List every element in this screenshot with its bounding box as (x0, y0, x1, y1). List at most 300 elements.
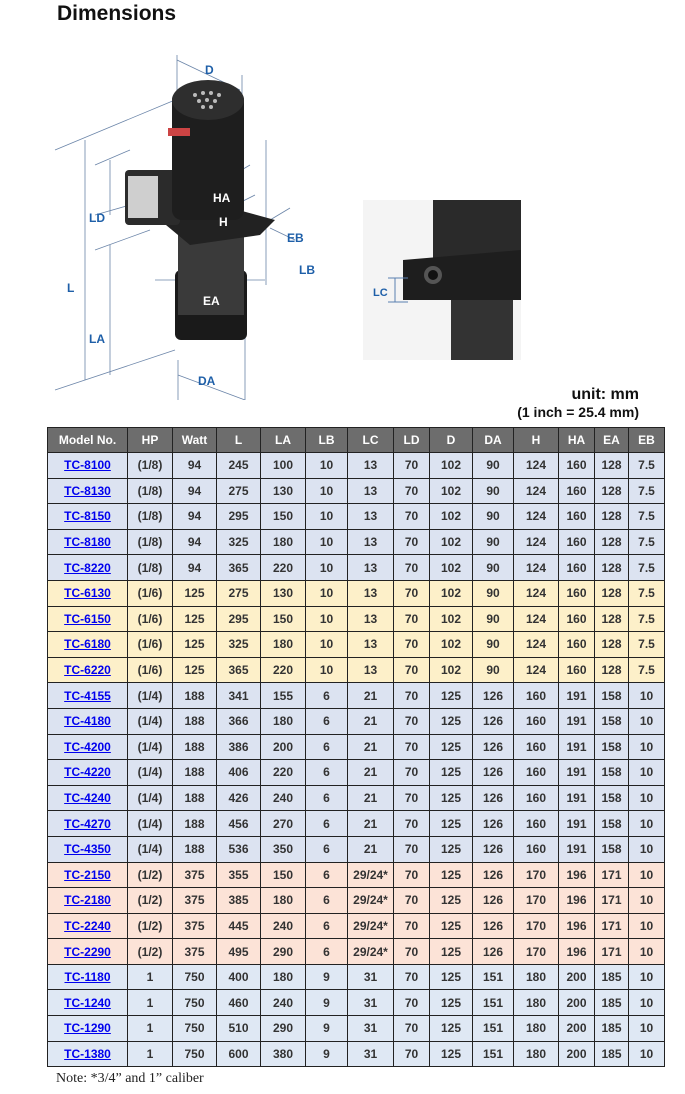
cell-watt: 94 (173, 529, 217, 555)
label-LC: LC (373, 287, 388, 299)
label-H: H (219, 215, 228, 229)
cell-ea: 158 (595, 683, 629, 709)
cell-la: 200 (261, 734, 306, 760)
cell-ld: 70 (394, 632, 430, 658)
cell-h: 180 (514, 1016, 559, 1042)
model-cell (48, 862, 128, 888)
cell-hp: 1 (128, 1016, 173, 1042)
cell-ha: 160 (559, 529, 595, 555)
cell-la: 220 (261, 555, 306, 581)
cell-lc: 13 (348, 555, 394, 581)
table-row (48, 734, 665, 760)
cell-hp: (1/2) (128, 888, 173, 914)
cell-ea: 158 (595, 836, 629, 862)
cell-lb: 6 (306, 785, 348, 811)
cell-da: 90 (473, 606, 514, 632)
cell-h: 180 (514, 990, 559, 1016)
cell-eb: 7.5 (629, 632, 665, 658)
column-header: LA (261, 428, 306, 453)
cell-ld: 70 (394, 913, 430, 939)
cell-la: 290 (261, 939, 306, 965)
cell-l: 385 (217, 888, 261, 914)
cell-l: 445 (217, 913, 261, 939)
cell-da: 126 (473, 760, 514, 786)
cell-eb: 10 (629, 1041, 665, 1067)
cell-h: 124 (514, 529, 559, 555)
cell-lb: 6 (306, 683, 348, 709)
cell-hp: (1/2) (128, 939, 173, 965)
cell-la: 220 (261, 657, 306, 683)
cell-hp: 1 (128, 964, 173, 990)
table-row (48, 964, 665, 990)
cell-eb: 7.5 (629, 580, 665, 606)
cell-eb: 7.5 (629, 657, 665, 683)
model-link[interactable]: TC-8150 (64, 509, 111, 524)
cell-ld: 70 (394, 964, 430, 990)
cell-ld: 70 (394, 555, 430, 581)
cell-h: 124 (514, 657, 559, 683)
cell-watt: 125 (173, 580, 217, 606)
cell-lc: 21 (348, 683, 394, 709)
cell-lb: 6 (306, 708, 348, 734)
table-header-row (48, 428, 665, 453)
cell-eb: 7.5 (629, 529, 665, 555)
cell-eb: 10 (629, 888, 665, 914)
cell-l: 275 (217, 478, 261, 504)
model-cell (48, 760, 128, 786)
cell-ha: 160 (559, 453, 595, 479)
cell-ld: 70 (394, 888, 430, 914)
table-row (48, 683, 665, 709)
cell-watt: 125 (173, 657, 217, 683)
cell-da: 90 (473, 478, 514, 504)
cell-lc: 21 (348, 811, 394, 837)
cell-ld: 70 (394, 606, 430, 632)
cell-da: 90 (473, 657, 514, 683)
cell-ld: 70 (394, 1016, 430, 1042)
cell-hp: (1/6) (128, 657, 173, 683)
cell-lc: 21 (348, 785, 394, 811)
cell-d: 125 (430, 683, 473, 709)
cell-ea: 128 (595, 632, 629, 658)
model-link[interactable]: TC-4270 (64, 816, 111, 831)
cell-ea: 128 (595, 580, 629, 606)
model-link[interactable]: TC-2180 (64, 893, 111, 908)
cell-lc: 21 (348, 836, 394, 862)
column-header: H (514, 428, 559, 453)
label-LB: LB (299, 263, 315, 277)
cell-watt: 188 (173, 836, 217, 862)
cell-la: 180 (261, 964, 306, 990)
cell-ea: 171 (595, 939, 629, 965)
cell-l: 341 (217, 683, 261, 709)
cell-l: 365 (217, 657, 261, 683)
cell-ld: 70 (394, 811, 430, 837)
label-EA: EA (203, 294, 220, 308)
model-cell (48, 580, 128, 606)
cell-lc: 29/24* (348, 888, 394, 914)
cell-da: 126 (473, 862, 514, 888)
cell-h: 124 (514, 632, 559, 658)
cell-da: 90 (473, 580, 514, 606)
cell-d: 125 (430, 811, 473, 837)
model-link[interactable]: TC-6220 (64, 663, 111, 678)
cell-ha: 160 (559, 606, 595, 632)
cell-d: 102 (430, 504, 473, 530)
cell-ea: 128 (595, 504, 629, 530)
model-link[interactable]: TC-2290 (64, 944, 111, 959)
cell-hp: (1/4) (128, 760, 173, 786)
cell-h: 170 (514, 939, 559, 965)
cell-da: 90 (473, 529, 514, 555)
table-row (48, 708, 665, 734)
cell-hp: (1/8) (128, 555, 173, 581)
model-link[interactable]: TC-8220 (64, 560, 111, 575)
model-link[interactable]: TC-6130 (64, 586, 111, 601)
cell-hp: (1/4) (128, 683, 173, 709)
cell-la: 180 (261, 708, 306, 734)
cell-watt: 750 (173, 1041, 217, 1067)
cell-h: 160 (514, 683, 559, 709)
column-header: EA (595, 428, 629, 453)
model-link[interactable]: TC-1240 (64, 995, 111, 1010)
model-link[interactable]: TC-4200 (64, 739, 111, 754)
cell-ea: 158 (595, 760, 629, 786)
model-link[interactable]: TC-8130 (64, 483, 111, 498)
cell-ld: 70 (394, 734, 430, 760)
cell-la: 380 (261, 1041, 306, 1067)
cell-d: 125 (430, 708, 473, 734)
model-cell (48, 939, 128, 965)
model-link[interactable]: TC-1180 (64, 970, 111, 985)
cell-lb: 6 (306, 888, 348, 914)
cell-h: 124 (514, 606, 559, 632)
cell-eb: 7.5 (629, 555, 665, 581)
cell-eb: 10 (629, 683, 665, 709)
cell-d: 125 (430, 862, 473, 888)
cell-ld: 70 (394, 504, 430, 530)
cell-lb: 9 (306, 990, 348, 1016)
model-cell (48, 708, 128, 734)
cell-hp: (1/4) (128, 708, 173, 734)
cell-l: 600 (217, 1041, 261, 1067)
cell-ha: 191 (559, 836, 595, 862)
model-link[interactable]: TC-6180 (64, 637, 111, 652)
cell-watt: 94 (173, 504, 217, 530)
cell-lc: 13 (348, 606, 394, 632)
cell-lb: 10 (306, 504, 348, 530)
cell-eb: 10 (629, 1016, 665, 1042)
cell-la: 150 (261, 606, 306, 632)
cell-ea: 158 (595, 811, 629, 837)
cell-da: 126 (473, 888, 514, 914)
cell-watt: 188 (173, 708, 217, 734)
cell-ld: 70 (394, 862, 430, 888)
cell-h: 180 (514, 1041, 559, 1067)
pump-dimension-diagram (0, 30, 360, 400)
cell-ha: 200 (559, 990, 595, 1016)
cell-la: 290 (261, 1016, 306, 1042)
cell-l: 325 (217, 632, 261, 658)
cell-da: 90 (473, 632, 514, 658)
cell-ld: 70 (394, 453, 430, 479)
cell-la: 180 (261, 529, 306, 555)
label-HA: HA (213, 191, 231, 205)
cell-da: 126 (473, 785, 514, 811)
cell-eb: 10 (629, 913, 665, 939)
cell-watt: 125 (173, 632, 217, 658)
model-cell (48, 1041, 128, 1067)
unit-note (517, 386, 639, 420)
cell-ea: 185 (595, 1041, 629, 1067)
cell-da: 151 (473, 990, 514, 1016)
cell-ea: 158 (595, 708, 629, 734)
model-cell (48, 888, 128, 914)
cell-lc: 13 (348, 453, 394, 479)
cell-lc: 21 (348, 760, 394, 786)
cell-h: 160 (514, 708, 559, 734)
cell-da: 126 (473, 913, 514, 939)
cell-lc: 13 (348, 632, 394, 658)
cell-ha: 191 (559, 785, 595, 811)
cell-d: 102 (430, 632, 473, 658)
model-link[interactable]: TC-4350 (64, 842, 111, 857)
cell-d: 125 (430, 1016, 473, 1042)
cell-hp: 1 (128, 990, 173, 1016)
lc-detail-photo (363, 200, 521, 360)
cell-ea: 128 (595, 529, 629, 555)
table-row (48, 1041, 665, 1067)
table-row (48, 657, 665, 683)
cell-hp: (1/4) (128, 811, 173, 837)
cell-lc: 21 (348, 708, 394, 734)
cell-h: 180 (514, 964, 559, 990)
cell-ha: 191 (559, 708, 595, 734)
label-LA: LA (89, 332, 105, 346)
cell-watt: 94 (173, 555, 217, 581)
cell-hp: (1/8) (128, 453, 173, 479)
table-row (48, 811, 665, 837)
cell-ea: 128 (595, 555, 629, 581)
model-cell (48, 990, 128, 1016)
cell-da: 90 (473, 453, 514, 479)
label-L: L (67, 281, 75, 295)
cell-ha: 196 (559, 913, 595, 939)
label-LD: LD (89, 211, 105, 225)
cell-hp: (1/2) (128, 862, 173, 888)
cell-h: 160 (514, 836, 559, 862)
cell-ha: 160 (559, 657, 595, 683)
cell-l: 386 (217, 734, 261, 760)
cell-ea: 128 (595, 478, 629, 504)
cell-watt: 750 (173, 964, 217, 990)
cell-l: 495 (217, 939, 261, 965)
model-cell (48, 1016, 128, 1042)
table-row (48, 888, 665, 914)
cell-eb: 10 (629, 785, 665, 811)
cell-h: 160 (514, 734, 559, 760)
cell-hp: (1/8) (128, 504, 173, 530)
cell-lb: 9 (306, 964, 348, 990)
cell-watt: 750 (173, 1016, 217, 1042)
table-row (48, 580, 665, 606)
unit-label: unit: mm (571, 386, 639, 403)
cell-hp: (1/6) (128, 632, 173, 658)
cell-ea: 171 (595, 913, 629, 939)
table-row (48, 836, 665, 862)
cell-watt: 188 (173, 734, 217, 760)
model-link[interactable]: TC-4155 (64, 688, 111, 703)
cell-ld: 70 (394, 478, 430, 504)
cell-ld: 70 (394, 785, 430, 811)
column-header: Model No. (48, 428, 128, 453)
cell-h: 160 (514, 760, 559, 786)
table-row (48, 760, 665, 786)
cell-la: 130 (261, 478, 306, 504)
cell-eb: 10 (629, 862, 665, 888)
column-header: EB (629, 428, 665, 453)
cell-eb: 10 (629, 939, 665, 965)
cell-d: 102 (430, 555, 473, 581)
cell-da: 126 (473, 683, 514, 709)
cell-d: 125 (430, 939, 473, 965)
cell-la: 270 (261, 811, 306, 837)
cell-lb: 6 (306, 734, 348, 760)
cell-d: 125 (430, 785, 473, 811)
cell-ld: 70 (394, 683, 430, 709)
cell-eb: 7.5 (629, 478, 665, 504)
column-header: LD (394, 428, 430, 453)
label-D: D (205, 63, 214, 77)
cell-ld: 70 (394, 760, 430, 786)
column-header: LB (306, 428, 348, 453)
model-cell (48, 811, 128, 837)
cell-lc: 31 (348, 964, 394, 990)
cell-da: 151 (473, 1041, 514, 1067)
cell-lb: 9 (306, 1041, 348, 1067)
model-link[interactable]: TC-4220 (64, 765, 111, 780)
footnote: Note: *3/4” and 1” caliber (56, 1071, 204, 1086)
cell-da: 151 (473, 964, 514, 990)
cell-lc: 13 (348, 478, 394, 504)
column-header: DA (473, 428, 514, 453)
cell-lb: 10 (306, 478, 348, 504)
cell-watt: 188 (173, 785, 217, 811)
cell-hp: (1/4) (128, 734, 173, 760)
cell-ld: 70 (394, 657, 430, 683)
cell-watt: 375 (173, 888, 217, 914)
cell-h: 124 (514, 504, 559, 530)
model-link[interactable]: TC-8100 (64, 458, 111, 473)
cell-l: 295 (217, 504, 261, 530)
cell-ld: 70 (394, 708, 430, 734)
cell-ha: 191 (559, 760, 595, 786)
cell-lc: 31 (348, 1016, 394, 1042)
cell-hp: (1/2) (128, 913, 173, 939)
cell-ha: 196 (559, 888, 595, 914)
cell-ld: 70 (394, 939, 430, 965)
cell-da: 126 (473, 734, 514, 760)
cell-la: 220 (261, 760, 306, 786)
cell-d: 102 (430, 580, 473, 606)
cell-h: 124 (514, 555, 559, 581)
cell-l: 406 (217, 760, 261, 786)
model-cell (48, 785, 128, 811)
table-row (48, 862, 665, 888)
model-link[interactable]: TC-4180 (64, 714, 111, 729)
model-link[interactable]: TC-1380 (64, 1046, 111, 1061)
cell-hp: (1/8) (128, 529, 173, 555)
cell-d: 102 (430, 478, 473, 504)
cell-lc: 31 (348, 990, 394, 1016)
cell-ea: 185 (595, 990, 629, 1016)
cell-ea: 185 (595, 964, 629, 990)
cell-l: 536 (217, 836, 261, 862)
cell-lc: 13 (348, 580, 394, 606)
unit-conversion: (1 inch = 25.4 mm) (517, 404, 639, 420)
cell-ea: 171 (595, 888, 629, 914)
cell-hp: (1/6) (128, 606, 173, 632)
cell-l: 400 (217, 964, 261, 990)
cell-ld: 70 (394, 990, 430, 1016)
cell-eb: 10 (629, 708, 665, 734)
model-link[interactable]: TC-6150 (64, 611, 111, 626)
table-row (48, 939, 665, 965)
page-title: Dimensions (57, 2, 177, 25)
cell-eb: 10 (629, 811, 665, 837)
cell-ha: 160 (559, 580, 595, 606)
cell-h: 160 (514, 785, 559, 811)
cell-ha: 200 (559, 1041, 595, 1067)
cell-eb: 10 (629, 990, 665, 1016)
cell-watt: 750 (173, 990, 217, 1016)
cell-lc: 31 (348, 1041, 394, 1067)
cell-d: 125 (430, 964, 473, 990)
cell-l: 275 (217, 580, 261, 606)
model-link[interactable]: TC-8180 (64, 535, 111, 550)
cell-ha: 191 (559, 734, 595, 760)
cell-lc: 21 (348, 734, 394, 760)
column-header: HP (128, 428, 173, 453)
cell-h: 160 (514, 811, 559, 837)
cell-ea: 171 (595, 862, 629, 888)
cell-la: 180 (261, 632, 306, 658)
cell-ha: 160 (559, 632, 595, 658)
cell-ld: 70 (394, 1041, 430, 1067)
model-cell (48, 964, 128, 990)
cell-da: 90 (473, 555, 514, 581)
table-row (48, 504, 665, 530)
model-link[interactable]: TC-2150 (64, 867, 111, 882)
cell-l: 460 (217, 990, 261, 1016)
cell-ea: 128 (595, 606, 629, 632)
cell-ea: 158 (595, 785, 629, 811)
cell-la: 155 (261, 683, 306, 709)
cell-h: 124 (514, 478, 559, 504)
column-header: D (430, 428, 473, 453)
table-row (48, 632, 665, 658)
model-cell (48, 632, 128, 658)
cell-eb: 10 (629, 760, 665, 786)
cell-da: 126 (473, 939, 514, 965)
cell-hp: (1/4) (128, 785, 173, 811)
model-link[interactable]: TC-1290 (64, 1021, 111, 1036)
model-link[interactable]: TC-4240 (64, 791, 111, 806)
cell-watt: 188 (173, 760, 217, 786)
model-link[interactable]: TC-2240 (64, 918, 111, 933)
model-cell (48, 734, 128, 760)
cell-eb: 7.5 (629, 606, 665, 632)
